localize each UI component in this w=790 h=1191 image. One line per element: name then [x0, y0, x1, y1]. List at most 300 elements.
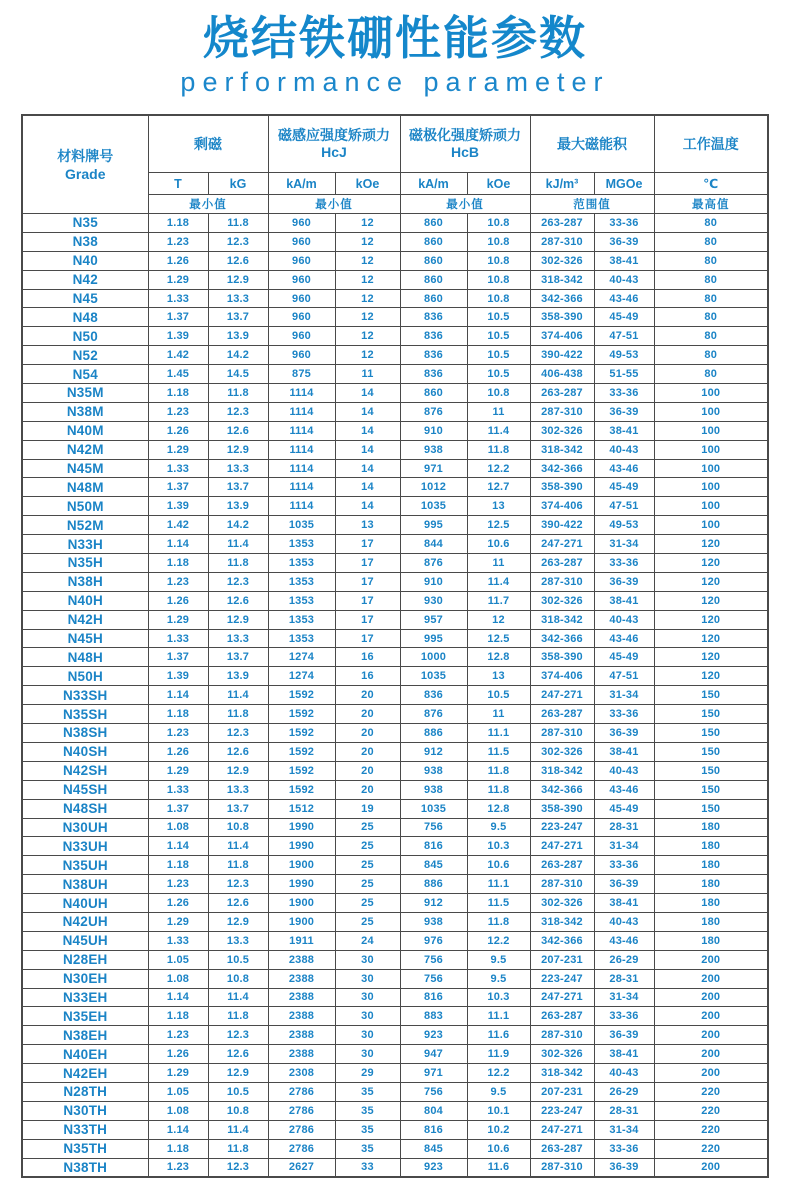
cell-hcj-koe: 12	[335, 346, 400, 365]
cell-remanence-t: 1.18	[148, 384, 208, 403]
cell-bhmax-mgoe: 38-41	[594, 421, 654, 440]
col-header-hcj-zh: 磁感应强度矫顽力	[278, 127, 390, 143]
cell-bhmax-kjm3: 223-247	[530, 969, 594, 988]
cell-hcb-kam: 1035	[400, 667, 467, 686]
cell-hcb-koe: 13	[467, 667, 530, 686]
cell-grade: N52	[22, 346, 148, 365]
cell-hcb-koe: 11.4	[467, 572, 530, 591]
cell-hcb-kam: 957	[400, 610, 467, 629]
cell-bhmax-mgoe: 40-43	[594, 761, 654, 780]
table-row	[22, 346, 768, 365]
cell-hcb-kam: 886	[400, 724, 467, 743]
cell-grade: N42M	[22, 440, 148, 459]
cell-hcb-kam: 836	[400, 346, 467, 365]
cell-grade: N35H	[22, 554, 148, 573]
cell-bhmax-mgoe: 31-34	[594, 686, 654, 705]
table-row	[22, 761, 768, 780]
cell-remanence-kg: 10.8	[208, 818, 268, 837]
cell-hcb-kam: 938	[400, 912, 467, 931]
cell-hcj-kam: 1592	[268, 686, 335, 705]
cell-hcj-koe: 33	[335, 1158, 400, 1177]
table-row	[22, 818, 768, 837]
cell-temp-max: 200	[654, 1064, 768, 1083]
cell-hcb-koe: 11.6	[467, 1158, 530, 1177]
cell-grade: N40SH	[22, 742, 148, 761]
cell-remanence-t: 1.39	[148, 667, 208, 686]
cell-hcb-koe: 10.5	[467, 346, 530, 365]
cell-hcj-koe: 17	[335, 629, 400, 648]
cell-hcb-koe: 10.5	[467, 308, 530, 327]
cell-hcj-koe: 14	[335, 421, 400, 440]
table-row	[22, 969, 768, 988]
cell-hcj-koe: 25	[335, 818, 400, 837]
cell-bhmax-kjm3: 263-287	[530, 384, 594, 403]
cell-hcj-koe: 35	[335, 1082, 400, 1101]
cell-remanence-t: 1.08	[148, 818, 208, 837]
cell-remanence-kg: 11.8	[208, 1139, 268, 1158]
cell-temp-max: 220	[654, 1139, 768, 1158]
cell-hcb-koe: 10.8	[467, 214, 530, 233]
cell-remanence-kg: 14.2	[208, 516, 268, 535]
cell-hcb-koe: 11	[467, 554, 530, 573]
cell-hcb-kam: 1035	[400, 799, 467, 818]
cell-hcj-kam: 960	[268, 232, 335, 251]
cell-grade: N50	[22, 327, 148, 346]
cell-remanence-kg: 13.7	[208, 308, 268, 327]
table-row	[22, 308, 768, 327]
cell-grade: N28EH	[22, 950, 148, 969]
cell-hcb-koe: 10.6	[467, 535, 530, 554]
cell-remanence-t: 1.29	[148, 1064, 208, 1083]
cell-bhmax-mgoe: 33-36	[594, 214, 654, 233]
cell-grade: N54	[22, 365, 148, 384]
cell-hcb-kam: 876	[400, 554, 467, 573]
cell-hcj-koe: 25	[335, 912, 400, 931]
cell-remanence-t: 1.05	[148, 1082, 208, 1101]
cell-remanence-t: 1.33	[148, 459, 208, 478]
cell-bhmax-kjm3: 263-287	[530, 214, 594, 233]
cell-temp-max: 180	[654, 875, 768, 894]
table-row	[22, 270, 768, 289]
cell-hcb-kam: 836	[400, 365, 467, 384]
cell-grade: N50M	[22, 497, 148, 516]
cell-bhmax-kjm3: 287-310	[530, 724, 594, 743]
cell-bhmax-kjm3: 263-287	[530, 856, 594, 875]
cell-grade: N35EH	[22, 1007, 148, 1026]
cell-bhmax-mgoe: 43-46	[594, 459, 654, 478]
cell-hcj-kam: 1274	[268, 648, 335, 667]
cell-bhmax-kjm3: 318-342	[530, 1064, 594, 1083]
cell-hcb-koe: 10.5	[467, 327, 530, 346]
cell-grade: N35	[22, 214, 148, 233]
cell-hcj-koe: 16	[335, 667, 400, 686]
cell-temp-max: 120	[654, 667, 768, 686]
cell-hcb-kam: 860	[400, 270, 467, 289]
cell-hcj-kam: 2388	[268, 988, 335, 1007]
cell-remanence-t: 1.14	[148, 686, 208, 705]
unit-hcj-kam: kA/m	[268, 173, 335, 195]
cell-hcj-koe: 12	[335, 289, 400, 308]
cell-bhmax-mgoe: 43-46	[594, 629, 654, 648]
table-row	[22, 478, 768, 497]
cell-hcj-kam: 960	[268, 346, 335, 365]
cell-hcj-kam: 1900	[268, 912, 335, 931]
cell-hcj-koe: 20	[335, 742, 400, 761]
cell-hcb-koe: 11.6	[467, 1026, 530, 1045]
cell-hcj-kam: 1353	[268, 629, 335, 648]
cell-bhmax-kjm3: 342-366	[530, 931, 594, 950]
cell-grade: N38M	[22, 402, 148, 421]
table-row	[22, 686, 768, 705]
cell-remanence-t: 1.26	[148, 1045, 208, 1064]
cell-remanence-kg: 12.9	[208, 912, 268, 931]
table-row	[22, 516, 768, 535]
cell-bhmax-kjm3: 302-326	[530, 251, 594, 270]
table-row	[22, 610, 768, 629]
col-header-hcj-en: HcJ	[321, 144, 347, 160]
qualifier-temp-max: 最高值	[654, 195, 768, 214]
cell-remanence-kg: 10.8	[208, 969, 268, 988]
cell-remanence-kg: 14.5	[208, 365, 268, 384]
table-row	[22, 214, 768, 233]
cell-temp-max: 80	[654, 270, 768, 289]
cell-temp-max: 200	[654, 1007, 768, 1026]
cell-temp-max: 200	[654, 988, 768, 1007]
cell-remanence-t: 1.18	[148, 1007, 208, 1026]
cell-grade: N40M	[22, 421, 148, 440]
table-row	[22, 629, 768, 648]
table-row	[22, 950, 768, 969]
cell-remanence-kg: 13.9	[208, 497, 268, 516]
cell-hcb-koe: 10.8	[467, 251, 530, 270]
cell-hcj-kam: 2308	[268, 1064, 335, 1083]
table-row	[22, 856, 768, 875]
cell-hcb-koe: 11.4	[467, 421, 530, 440]
cell-hcj-koe: 16	[335, 648, 400, 667]
cell-hcj-kam: 1114	[268, 478, 335, 497]
cell-bhmax-kjm3: 318-342	[530, 270, 594, 289]
cell-bhmax-mgoe: 49-53	[594, 516, 654, 535]
cell-hcj-koe: 12	[335, 251, 400, 270]
cell-remanence-t: 1.23	[148, 1026, 208, 1045]
cell-hcj-koe: 14	[335, 497, 400, 516]
cell-hcj-koe: 20	[335, 761, 400, 780]
cell-remanence-t: 1.37	[148, 478, 208, 497]
cell-hcj-kam: 2388	[268, 1026, 335, 1045]
cell-hcb-kam: 860	[400, 214, 467, 233]
cell-remanence-kg: 10.5	[208, 1082, 268, 1101]
cell-bhmax-kjm3: 374-406	[530, 327, 594, 346]
cell-remanence-kg: 11.8	[208, 384, 268, 403]
cell-hcj-kam: 1900	[268, 856, 335, 875]
cell-remanence-t: 1.29	[148, 761, 208, 780]
cell-remanence-kg: 13.3	[208, 629, 268, 648]
cell-remanence-kg: 10.8	[208, 1101, 268, 1120]
cell-grade: N38	[22, 232, 148, 251]
cell-bhmax-kjm3: 358-390	[530, 799, 594, 818]
table-row	[22, 705, 768, 724]
cell-temp-max: 180	[654, 894, 768, 913]
cell-hcj-koe: 12	[335, 270, 400, 289]
cell-bhmax-kjm3: 247-271	[530, 837, 594, 856]
cell-bhmax-kjm3: 247-271	[530, 686, 594, 705]
cell-hcb-koe: 10.2	[467, 1120, 530, 1139]
cell-grade: N35TH	[22, 1139, 148, 1158]
cell-remanence-t: 1.39	[148, 497, 208, 516]
cell-hcb-kam: 860	[400, 251, 467, 270]
cell-grade: N45M	[22, 459, 148, 478]
cell-bhmax-mgoe: 40-43	[594, 610, 654, 629]
cell-remanence-t: 1.37	[148, 799, 208, 818]
cell-hcj-koe: 12	[335, 232, 400, 251]
cell-hcb-kam: 804	[400, 1101, 467, 1120]
cell-grade: N48M	[22, 478, 148, 497]
cell-bhmax-mgoe: 49-53	[594, 346, 654, 365]
cell-hcj-kam: 2388	[268, 969, 335, 988]
cell-grade: N33EH	[22, 988, 148, 1007]
cell-hcj-koe: 17	[335, 554, 400, 573]
cell-bhmax-mgoe: 40-43	[594, 1064, 654, 1083]
cell-hcj-kam: 1592	[268, 724, 335, 743]
cell-hcj-kam: 1114	[268, 384, 335, 403]
cell-remanence-t: 1.23	[148, 572, 208, 591]
cell-temp-max: 100	[654, 459, 768, 478]
cell-bhmax-kjm3: 223-247	[530, 1101, 594, 1120]
cell-bhmax-mgoe: 28-31	[594, 969, 654, 988]
cell-grade: N45SH	[22, 780, 148, 799]
cell-remanence-kg: 12.3	[208, 1158, 268, 1177]
cell-hcj-koe: 20	[335, 780, 400, 799]
cell-hcb-koe: 10.3	[467, 837, 530, 856]
cell-hcj-kam: 2388	[268, 1007, 335, 1026]
qualifier-remanence-min: 最小值	[148, 195, 268, 214]
cell-bhmax-kjm3: 263-287	[530, 554, 594, 573]
cell-hcj-koe: 14	[335, 478, 400, 497]
cell-hcb-kam: 816	[400, 1120, 467, 1139]
cell-bhmax-kjm3: 207-231	[530, 1082, 594, 1101]
cell-hcj-kam: 1990	[268, 837, 335, 856]
unit-hcj-koe: kOe	[335, 173, 400, 195]
cell-grade: N35M	[22, 384, 148, 403]
cell-hcj-kam: 1353	[268, 535, 335, 554]
cell-remanence-kg: 13.7	[208, 648, 268, 667]
cell-remanence-kg: 13.3	[208, 289, 268, 308]
cell-bhmax-mgoe: 31-34	[594, 837, 654, 856]
cell-bhmax-mgoe: 43-46	[594, 780, 654, 799]
cell-temp-max: 150	[654, 686, 768, 705]
cell-hcj-kam: 1114	[268, 459, 335, 478]
cell-temp-max: 120	[654, 648, 768, 667]
cell-grade: N52M	[22, 516, 148, 535]
cell-hcj-kam: 2388	[268, 950, 335, 969]
cell-temp-max: 120	[654, 591, 768, 610]
cell-bhmax-mgoe: 31-34	[594, 1120, 654, 1139]
table-row	[22, 724, 768, 743]
table-row	[22, 1026, 768, 1045]
cell-hcb-kam: 845	[400, 856, 467, 875]
cell-bhmax-kjm3: 406-438	[530, 365, 594, 384]
qualifier-bhmax-range: 范围值	[530, 195, 654, 214]
cell-bhmax-kjm3: 287-310	[530, 572, 594, 591]
cell-temp-max: 100	[654, 516, 768, 535]
cell-temp-max: 120	[654, 535, 768, 554]
cell-bhmax-kjm3: 263-287	[530, 1007, 594, 1026]
col-header-hcj	[268, 115, 400, 173]
table-row	[22, 1082, 768, 1101]
cell-bhmax-mgoe: 36-39	[594, 1158, 654, 1177]
cell-remanence-kg: 13.7	[208, 799, 268, 818]
cell-temp-max: 180	[654, 856, 768, 875]
cell-bhmax-mgoe: 38-41	[594, 251, 654, 270]
cell-remanence-t: 1.23	[148, 875, 208, 894]
cell-bhmax-mgoe: 36-39	[594, 572, 654, 591]
table-row	[22, 742, 768, 761]
table-row	[22, 327, 768, 346]
cell-hcj-kam: 960	[268, 308, 335, 327]
cell-remanence-t: 1.05	[148, 950, 208, 969]
col-header-grade	[22, 115, 148, 214]
cell-bhmax-mgoe: 45-49	[594, 648, 654, 667]
cell-temp-max: 80	[654, 251, 768, 270]
table-row	[22, 648, 768, 667]
cell-hcb-koe: 10.6	[467, 1139, 530, 1158]
cell-hcb-koe: 12.5	[467, 516, 530, 535]
cell-grade: N30EH	[22, 969, 148, 988]
cell-grade: N40EH	[22, 1045, 148, 1064]
cell-hcb-koe: 12.8	[467, 799, 530, 818]
cell-hcb-kam: 883	[400, 1007, 467, 1026]
cell-hcj-kam: 1114	[268, 402, 335, 421]
cell-hcb-koe: 11.1	[467, 875, 530, 894]
cell-bhmax-kjm3: 287-310	[530, 232, 594, 251]
cell-remanence-t: 1.26	[148, 894, 208, 913]
cell-hcb-kam: 844	[400, 535, 467, 554]
cell-hcj-kam: 2388	[268, 1045, 335, 1064]
cell-bhmax-mgoe: 28-31	[594, 1101, 654, 1120]
cell-grade: N30UH	[22, 818, 148, 837]
cell-remanence-t: 1.45	[148, 365, 208, 384]
cell-remanence-t: 1.08	[148, 969, 208, 988]
cell-remanence-kg: 13.3	[208, 931, 268, 950]
page-title: 烧结铁硼性能参数	[203, 12, 587, 64]
cell-hcb-kam: 836	[400, 686, 467, 705]
table-row	[22, 535, 768, 554]
cell-bhmax-mgoe: 36-39	[594, 724, 654, 743]
cell-hcb-koe: 10.5	[467, 365, 530, 384]
cell-bhmax-mgoe: 28-31	[594, 818, 654, 837]
cell-remanence-kg: 12.3	[208, 572, 268, 591]
cell-hcb-koe: 12.2	[467, 931, 530, 950]
table-row	[22, 497, 768, 516]
unit-hcb-koe: kOe	[467, 173, 530, 195]
table-row	[22, 440, 768, 459]
cell-bhmax-mgoe: 33-36	[594, 554, 654, 573]
cell-hcj-koe: 35	[335, 1101, 400, 1120]
table-row	[22, 591, 768, 610]
cell-temp-max: 120	[654, 572, 768, 591]
cell-bhmax-kjm3: 207-231	[530, 950, 594, 969]
cell-hcj-koe: 30	[335, 1007, 400, 1026]
cell-hcb-kam: 971	[400, 1064, 467, 1083]
cell-hcb-koe: 12	[467, 610, 530, 629]
table-row	[22, 1139, 768, 1158]
cell-remanence-kg: 12.6	[208, 591, 268, 610]
cell-temp-max: 150	[654, 742, 768, 761]
cell-hcj-koe: 17	[335, 535, 400, 554]
cell-remanence-kg: 13.3	[208, 780, 268, 799]
cell-grade: N33TH	[22, 1120, 148, 1139]
cell-hcb-kam: 938	[400, 440, 467, 459]
cell-hcj-koe: 12	[335, 308, 400, 327]
table-row	[22, 1045, 768, 1064]
cell-bhmax-kjm3: 318-342	[530, 610, 594, 629]
cell-temp-max: 150	[654, 761, 768, 780]
cell-remanence-kg: 11.8	[208, 214, 268, 233]
col-header-remanence: 剩磁	[148, 115, 268, 173]
cell-hcb-koe: 9.5	[467, 950, 530, 969]
cell-hcj-kam: 1114	[268, 497, 335, 516]
cell-temp-max: 100	[654, 421, 768, 440]
cell-bhmax-mgoe: 33-36	[594, 1007, 654, 1026]
cell-hcb-koe: 9.5	[467, 969, 530, 988]
cell-hcj-kam: 1592	[268, 705, 335, 724]
cell-remanence-kg: 12.9	[208, 440, 268, 459]
cell-bhmax-kjm3: 263-287	[530, 705, 594, 724]
cell-remanence-kg: 11.4	[208, 1120, 268, 1139]
cell-hcb-koe: 10.6	[467, 856, 530, 875]
cell-remanence-kg: 12.6	[208, 894, 268, 913]
cell-bhmax-kjm3: 358-390	[530, 308, 594, 327]
cell-bhmax-mgoe: 26-29	[594, 1082, 654, 1101]
unit-hcb-kam: kA/m	[400, 173, 467, 195]
cell-hcb-kam: 930	[400, 591, 467, 610]
cell-hcb-koe: 12.2	[467, 1064, 530, 1083]
cell-hcj-kam: 1114	[268, 440, 335, 459]
col-header-grade-zh: 材料牌号	[57, 147, 114, 164]
cell-hcb-koe: 10.3	[467, 988, 530, 1007]
cell-hcb-kam: 912	[400, 894, 467, 913]
cell-bhmax-kjm3: 342-366	[530, 289, 594, 308]
cell-hcj-koe: 17	[335, 572, 400, 591]
cell-hcb-kam: 836	[400, 308, 467, 327]
cell-remanence-t: 1.29	[148, 270, 208, 289]
cell-hcj-koe: 12	[335, 214, 400, 233]
cell-remanence-kg: 11.4	[208, 686, 268, 705]
cell-hcj-kam: 1512	[268, 799, 335, 818]
cell-hcb-kam: 1035	[400, 497, 467, 516]
cell-hcb-kam: 816	[400, 988, 467, 1007]
cell-hcj-koe: 25	[335, 875, 400, 894]
cell-remanence-t: 1.42	[148, 346, 208, 365]
cell-bhmax-mgoe: 47-51	[594, 327, 654, 346]
cell-remanence-t: 1.33	[148, 931, 208, 950]
cell-remanence-kg: 13.9	[208, 327, 268, 346]
cell-remanence-t: 1.18	[148, 856, 208, 875]
col-header-hcb-zh: 磁极化强度矫顽力	[409, 127, 521, 143]
cell-grade: N42H	[22, 610, 148, 629]
table-row	[22, 780, 768, 799]
cell-bhmax-kjm3: 302-326	[530, 591, 594, 610]
cell-bhmax-mgoe: 40-43	[594, 270, 654, 289]
col-header-bhmax: 最大磁能积	[530, 115, 654, 173]
cell-bhmax-kjm3: 223-247	[530, 818, 594, 837]
cell-hcb-kam: 910	[400, 421, 467, 440]
cell-temp-max: 80	[654, 308, 768, 327]
cell-hcj-koe: 14	[335, 384, 400, 403]
cell-bhmax-kjm3: 374-406	[530, 667, 594, 686]
cell-grade: N35SH	[22, 705, 148, 724]
cell-remanence-kg: 12.3	[208, 724, 268, 743]
